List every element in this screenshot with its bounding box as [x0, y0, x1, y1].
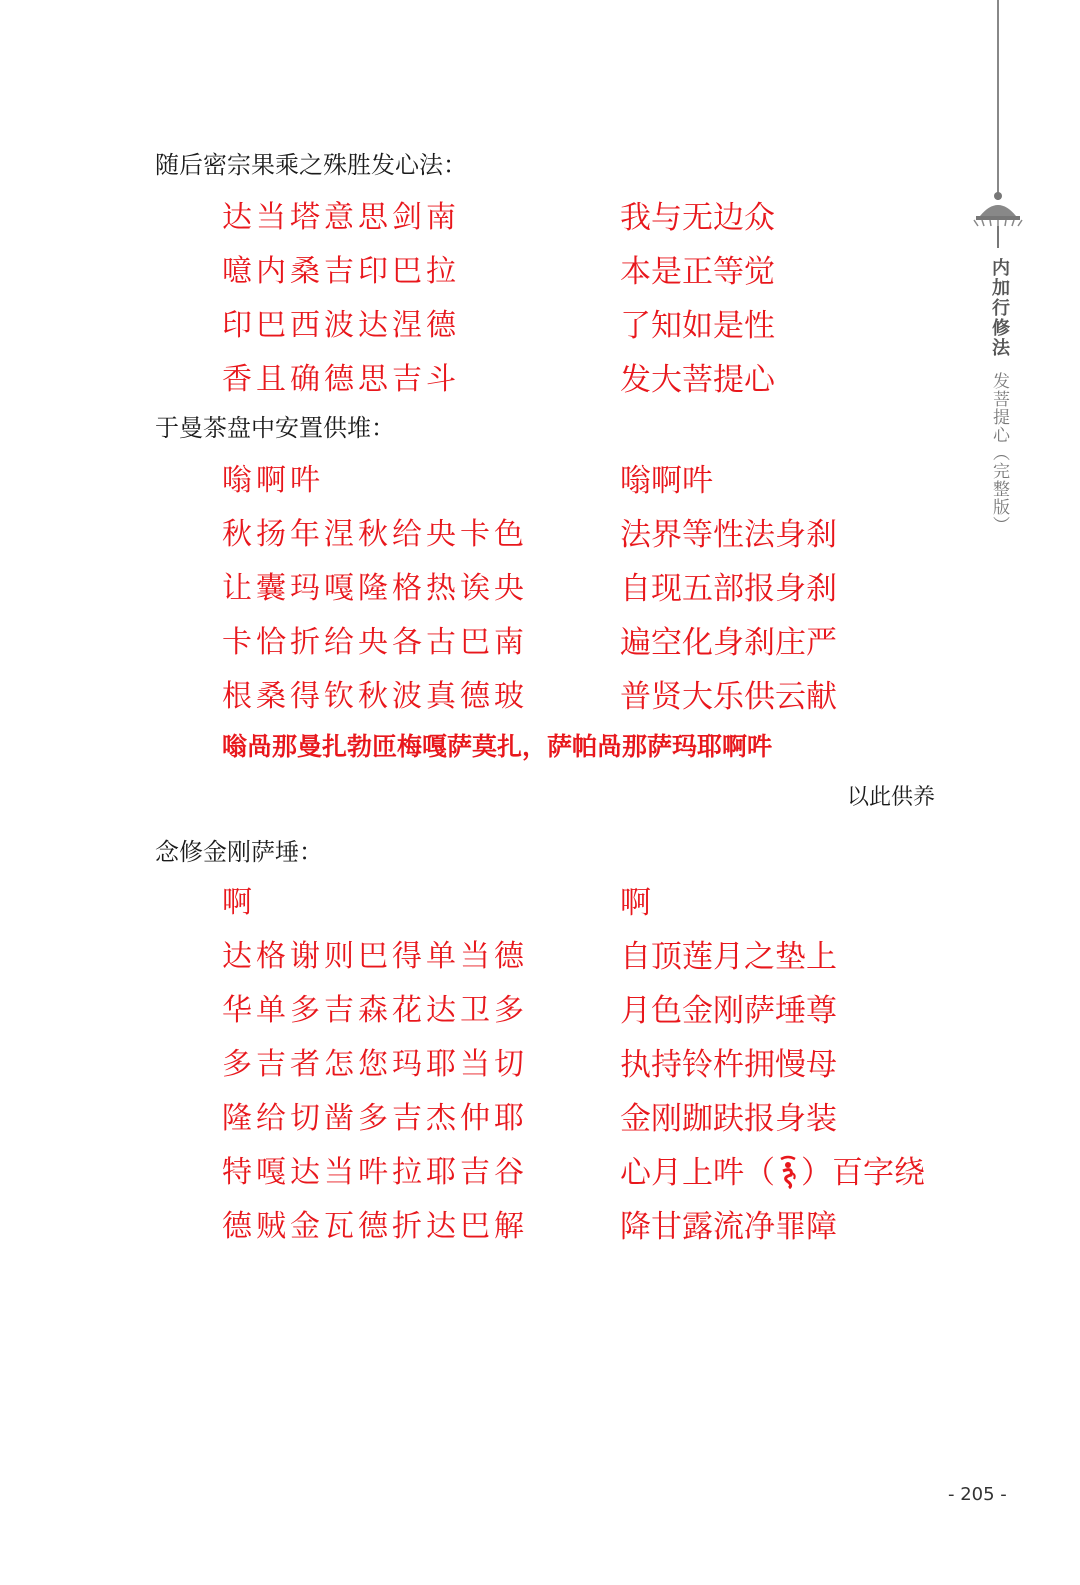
verse-transliteration: 达格谢则巴得单当德 [222, 939, 528, 974]
verse-transliteration: 华单多吉森花达卫多 [222, 993, 528, 1028]
verse-row [0, 1201, 1080, 1255]
verse-translation-after: ）百字绕 [801, 1155, 925, 1191]
verse-row [0, 1093, 1080, 1147]
verse-row [0, 455, 1080, 509]
verse-row [0, 931, 1080, 985]
verse-row [0, 246, 1080, 300]
verse-transliteration: 卡恰折给央各古巴南 [222, 625, 528, 660]
verse-transliteration: 让囊玛嘎隆格热诶央 [222, 571, 528, 606]
verse-row [0, 509, 1080, 563]
verse-translation: 我与无边众 [620, 200, 775, 236]
verse-transliteration: 秋扬年涅秋给央卡色 [222, 517, 528, 552]
verse-transliteration: 印巴西波达涅德 [222, 308, 460, 343]
margin-chapter-title: 发菩提心（完整版） [989, 372, 1009, 534]
offering-mantra: 嗡咼那曼扎勃匝梅嘎萨莫扎，萨帕咼那萨玛耶啊吽 [222, 732, 773, 761]
verse-transliteration: 隆给切凿多吉杰仲耶 [222, 1101, 528, 1136]
verse-row [0, 617, 1080, 671]
verse-translation: 遍空化身刹庄严 [620, 625, 837, 661]
margin-section-title: 内加行修法 [989, 258, 1010, 358]
verse-row [0, 1039, 1080, 1093]
verse-transliteration: 特嘎达当吽拉耶吉谷 [222, 1155, 528, 1190]
verse-translation: 法界等性法身刹 [620, 517, 837, 553]
verse-row [0, 563, 1080, 617]
section-heading: 念修金刚萨埵： [155, 838, 323, 866]
verse-transliteration: 啊 [222, 885, 256, 920]
verse-transliteration: 香且确德思吉斗 [222, 362, 460, 397]
verse-row [0, 877, 1080, 931]
verse-translation: 自顶莲月之垫上 [620, 939, 837, 975]
verse-transliteration: 多吉者怎您玛耶当切 [222, 1047, 528, 1082]
verse-translation: 金刚跏趺报身装 [620, 1101, 837, 1137]
hum-seed-syllable-icon [775, 1155, 801, 1189]
verse-transliteration: 德贼金瓦德折达巴解 [222, 1209, 528, 1244]
verse-row [0, 985, 1080, 1039]
section-heading: 随后密宗果乘之殊胜发心法： [155, 151, 467, 179]
verse-transliteration: 噫内桑吉印巴拉 [222, 254, 460, 289]
offering-note: 以此供养 [846, 785, 935, 810]
verse-translation: 普贤大乐供云献 [620, 679, 837, 715]
verse-row [0, 300, 1080, 354]
verse-translation-with-seed [620, 1147, 925, 1192]
verse-translation: 发大菩提心 [620, 362, 775, 398]
margin-vertical-rule [997, 0, 999, 200]
verse-row [0, 671, 1080, 725]
verse-translation: 嗡啊吽 [620, 463, 713, 499]
verse-translation-before: 心月上吽（ [620, 1155, 775, 1191]
verse-translation: 月色金刚萨埵尊 [620, 993, 837, 1029]
verse-translation: 了知如是性 [620, 308, 775, 344]
verse-row [0, 354, 1080, 408]
verse-row [0, 192, 1080, 246]
page-number: - 205 - [948, 1484, 1007, 1505]
verse-transliteration: 嗡啊吽 [222, 463, 324, 498]
section-heading: 于曼茶盘中安置供堆： [155, 414, 395, 442]
verse-translation: 啊 [620, 885, 651, 921]
verse-translation: 自现五部报身刹 [620, 571, 837, 607]
verse-translation: 降甘露流净罪障 [620, 1209, 837, 1245]
verse-row [0, 1147, 1080, 1201]
verse-translation: 执持铃杵拥慢母 [620, 1047, 837, 1083]
verse-translation: 本是正等觉 [620, 254, 775, 290]
verse-transliteration: 根桑得钦秋波真德玻 [222, 679, 528, 714]
verse-transliteration: 达当塔意思剑南 [222, 200, 460, 235]
